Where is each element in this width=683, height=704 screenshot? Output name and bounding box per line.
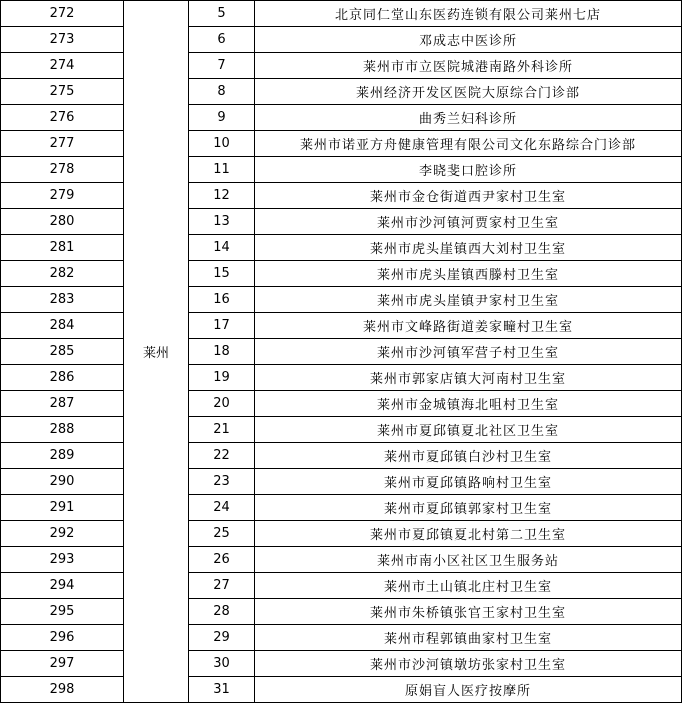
serial-number-cell: 285 (1, 339, 124, 365)
table-row (1, 313, 682, 339)
institution-name-cell: 莱州市夏邱镇白沙村卫生室 (255, 443, 682, 469)
serial-number-cell: 276 (1, 105, 124, 131)
serial-number-cell: 292 (1, 521, 124, 547)
table-row (1, 573, 682, 599)
table-row (1, 79, 682, 105)
table-row (1, 625, 682, 651)
table-row (1, 521, 682, 547)
table-row (1, 651, 682, 677)
serial-number-cell: 296 (1, 625, 124, 651)
region-cell: 莱州 (124, 1, 189, 703)
institution-name-cell: 曲秀兰妇科诊所 (255, 105, 682, 131)
index-cell: 27 (189, 573, 255, 599)
index-cell: 20 (189, 391, 255, 417)
institution-name-cell: 莱州市程郭镇曲家村卫生室 (255, 625, 682, 651)
institution-name-cell: 莱州市虎头崖镇西滕村卫生室 (255, 261, 682, 287)
institution-name-cell: 莱州市夏邱镇夏北社区卫生室 (255, 417, 682, 443)
serial-number-cell: 291 (1, 495, 124, 521)
institution-name-cell: 莱州市夏邱镇郭家村卫生室 (255, 495, 682, 521)
table-row (1, 183, 682, 209)
institution-name-cell: 莱州市金仓街道西尹家村卫生室 (255, 183, 682, 209)
table-row (1, 417, 682, 443)
institution-name-cell: 莱州市诺亚方舟健康管理有限公司文化东路综合门诊部 (255, 131, 682, 157)
serial-number-cell: 281 (1, 235, 124, 261)
serial-number-cell: 289 (1, 443, 124, 469)
table-row (1, 599, 682, 625)
serial-number-cell: 279 (1, 183, 124, 209)
table-row (1, 261, 682, 287)
serial-number-cell: 274 (1, 53, 124, 79)
serial-number-cell: 283 (1, 287, 124, 313)
table-row (1, 365, 682, 391)
serial-number-cell: 298 (1, 677, 124, 703)
serial-number-cell: 290 (1, 469, 124, 495)
index-cell: 30 (189, 651, 255, 677)
institution-name-cell: 莱州市文峰路街道姜家疃村卫生室 (255, 313, 682, 339)
index-cell: 19 (189, 365, 255, 391)
serial-number-cell: 293 (1, 547, 124, 573)
serial-number-cell: 288 (1, 417, 124, 443)
table-row (1, 469, 682, 495)
serial-number-cell: 273 (1, 27, 124, 53)
table-row (1, 53, 682, 79)
table-row (1, 339, 682, 365)
institution-name-cell: 莱州市土山镇北庄村卫生室 (255, 573, 682, 599)
index-cell: 16 (189, 287, 255, 313)
serial-number-cell: 286 (1, 365, 124, 391)
table-row (1, 391, 682, 417)
table-row (1, 235, 682, 261)
table-row (1, 157, 682, 183)
institution-name-cell: 原娟盲人医疗按摩所 (255, 677, 682, 703)
index-cell: 6 (189, 27, 255, 53)
table-row (1, 495, 682, 521)
table-row (1, 131, 682, 157)
table-row (1, 1, 682, 27)
institution-name-cell: 邓成志中医诊所 (255, 27, 682, 53)
institution-name-cell: 北京同仁堂山东医药连锁有限公司莱州七店 (255, 1, 682, 27)
table-row (1, 677, 682, 703)
institution-name-cell: 莱州市虎头崖镇西大刘村卫生室 (255, 235, 682, 261)
serial-number-cell: 277 (1, 131, 124, 157)
serial-number-cell: 295 (1, 599, 124, 625)
serial-number-cell: 282 (1, 261, 124, 287)
table-row (1, 287, 682, 313)
institution-name-cell: 莱州市金城镇海北咀村卫生室 (255, 391, 682, 417)
index-cell: 15 (189, 261, 255, 287)
table-body (1, 1, 682, 703)
institution-name-cell: 莱州市沙河镇墩坊张家村卫生室 (255, 651, 682, 677)
institution-name-cell: 莱州市沙河镇军营子村卫生室 (255, 339, 682, 365)
serial-number-cell: 280 (1, 209, 124, 235)
institution-name-cell: 莱州市夏邱镇路响村卫生室 (255, 469, 682, 495)
index-cell: 8 (189, 79, 255, 105)
table-row (1, 443, 682, 469)
index-cell: 11 (189, 157, 255, 183)
institution-name-cell: 莱州经济开发区医院大原综合门诊部 (255, 79, 682, 105)
institution-name-cell: 莱州市虎头崖镇尹家村卫生室 (255, 287, 682, 313)
serial-number-cell: 294 (1, 573, 124, 599)
index-cell: 29 (189, 625, 255, 651)
institution-name-cell: 莱州市夏邱镇夏北村第二卫生室 (255, 521, 682, 547)
index-cell: 9 (189, 105, 255, 131)
serial-number-cell: 275 (1, 79, 124, 105)
index-cell: 17 (189, 313, 255, 339)
index-cell: 21 (189, 417, 255, 443)
serial-number-cell: 284 (1, 313, 124, 339)
institution-name-cell: 李晓斐口腔诊所 (255, 157, 682, 183)
serial-number-cell: 297 (1, 651, 124, 677)
index-cell: 12 (189, 183, 255, 209)
index-cell: 25 (189, 521, 255, 547)
institution-name-cell: 莱州市朱桥镇张官王家村卫生室 (255, 599, 682, 625)
index-cell: 26 (189, 547, 255, 573)
index-cell: 14 (189, 235, 255, 261)
index-cell: 18 (189, 339, 255, 365)
table-row (1, 209, 682, 235)
index-cell: 28 (189, 599, 255, 625)
table-row (1, 105, 682, 131)
table-row (1, 27, 682, 53)
institution-name-cell: 莱州市沙河镇河贾家村卫生室 (255, 209, 682, 235)
institution-name-cell: 莱州市南小区社区卫生服务站 (255, 547, 682, 573)
index-cell: 22 (189, 443, 255, 469)
index-cell: 7 (189, 53, 255, 79)
table-row (1, 547, 682, 573)
index-cell: 5 (189, 1, 255, 27)
serial-number-cell: 272 (1, 1, 124, 27)
index-cell: 23 (189, 469, 255, 495)
serial-number-cell: 278 (1, 157, 124, 183)
index-cell: 13 (189, 209, 255, 235)
institution-name-cell: 莱州市市立医院城港南路外科诊所 (255, 53, 682, 79)
serial-number-cell: 287 (1, 391, 124, 417)
index-cell: 24 (189, 495, 255, 521)
institution-name-cell: 莱州市郭家店镇大河南村卫生室 (255, 365, 682, 391)
index-cell: 10 (189, 131, 255, 157)
index-cell: 31 (189, 677, 255, 703)
